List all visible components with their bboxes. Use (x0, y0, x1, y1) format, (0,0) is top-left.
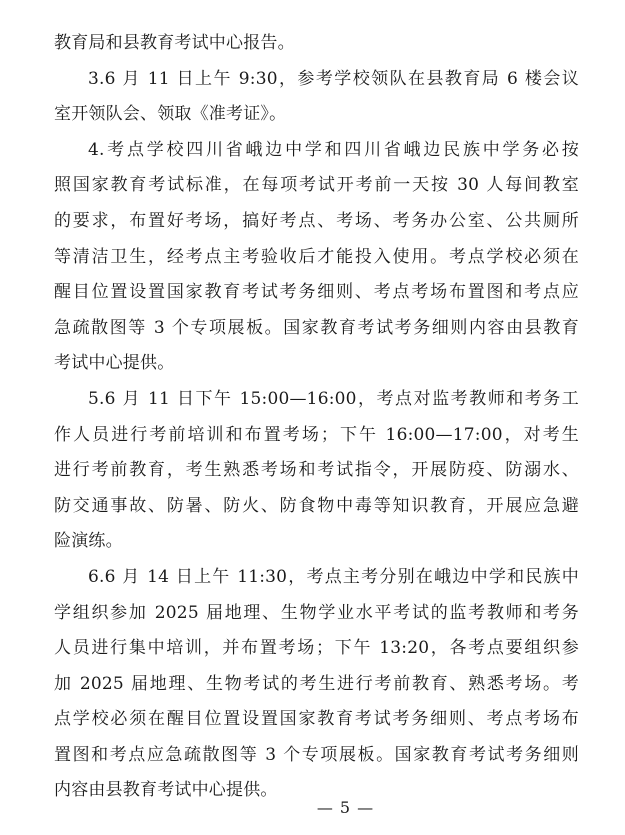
text-line: 急疏散图等 3 个专项展板。国家教育考试考务细则内容由县教育 (54, 317, 579, 338)
body-text (54, 26, 579, 809)
text-line: 置图和考点应急疏散图等 3 个专项展板。国家教育考试考务细则 (54, 744, 579, 765)
text-line: 照国家教育考试标准，在每项考试开考前一天按 30 人每间教室 (54, 175, 579, 196)
text-line: 加 2025 届地理、生物考试的考生进行考前教育、熟悉考场。考 (54, 673, 579, 694)
text-line: 醒目位置设置国家教育考试考务细则、考点考场布置图和考点应 (54, 282, 579, 303)
text-line: 学组织参加 2025 届地理、生物学业水平考试的监考教师和考务 (54, 602, 579, 623)
text-line: 考试中心提供。 (54, 353, 175, 374)
text-line: 点学校必须在醒目位置设置国家教育考试考务细则、考点考场布 (54, 709, 579, 730)
text-line: 3.6 月 11 日上午 9:30，参考学校领队在县教育局 6 楼会议 (88, 68, 579, 89)
text-line: 等清洁卫生，经考点主考验收后才能投入使用。考点学校必须在 (54, 246, 579, 267)
text-line: 进行考前教育，考生熟悉考场和考试指令，开展防疫、防溺水、 (54, 460, 579, 481)
text-line: 教育局和县教育考试中心报告。 (54, 33, 295, 53)
text-line: 室开领队会、领取《准考证》。 (54, 104, 287, 125)
text-line: 5.6 月 11 日下午 15:00—16:00，考点对监考教师和考务工 (88, 388, 579, 409)
text-line: 防交通事故、防暑、防火、防食物中毒等知识教育，开展应急避 (54, 495, 579, 516)
text-line: 的要求，布置好考场，搞好考点、考场、考务办公室、公共厕所 (54, 210, 579, 231)
text-line: 险演练。 (54, 531, 123, 552)
text-line: 作人员进行考前培训和布置考场；下午 16:00—17:00，对考生 (54, 424, 579, 445)
text-line: 内容由县教育考试中心提供。 (54, 780, 278, 801)
text-line: 4.考点学校四川省峨边中学和四川省峨边民族中学务必按 (88, 139, 579, 160)
page-number: — 5 — (316, 798, 375, 817)
text-line: 人员进行集中培训，并布置考场；下午 13:20，各考点要组织参 (54, 638, 579, 659)
text-line: 6.6 月 14 日上午 11:30，考点主考分别在峨边中学和民族中 (88, 566, 579, 587)
